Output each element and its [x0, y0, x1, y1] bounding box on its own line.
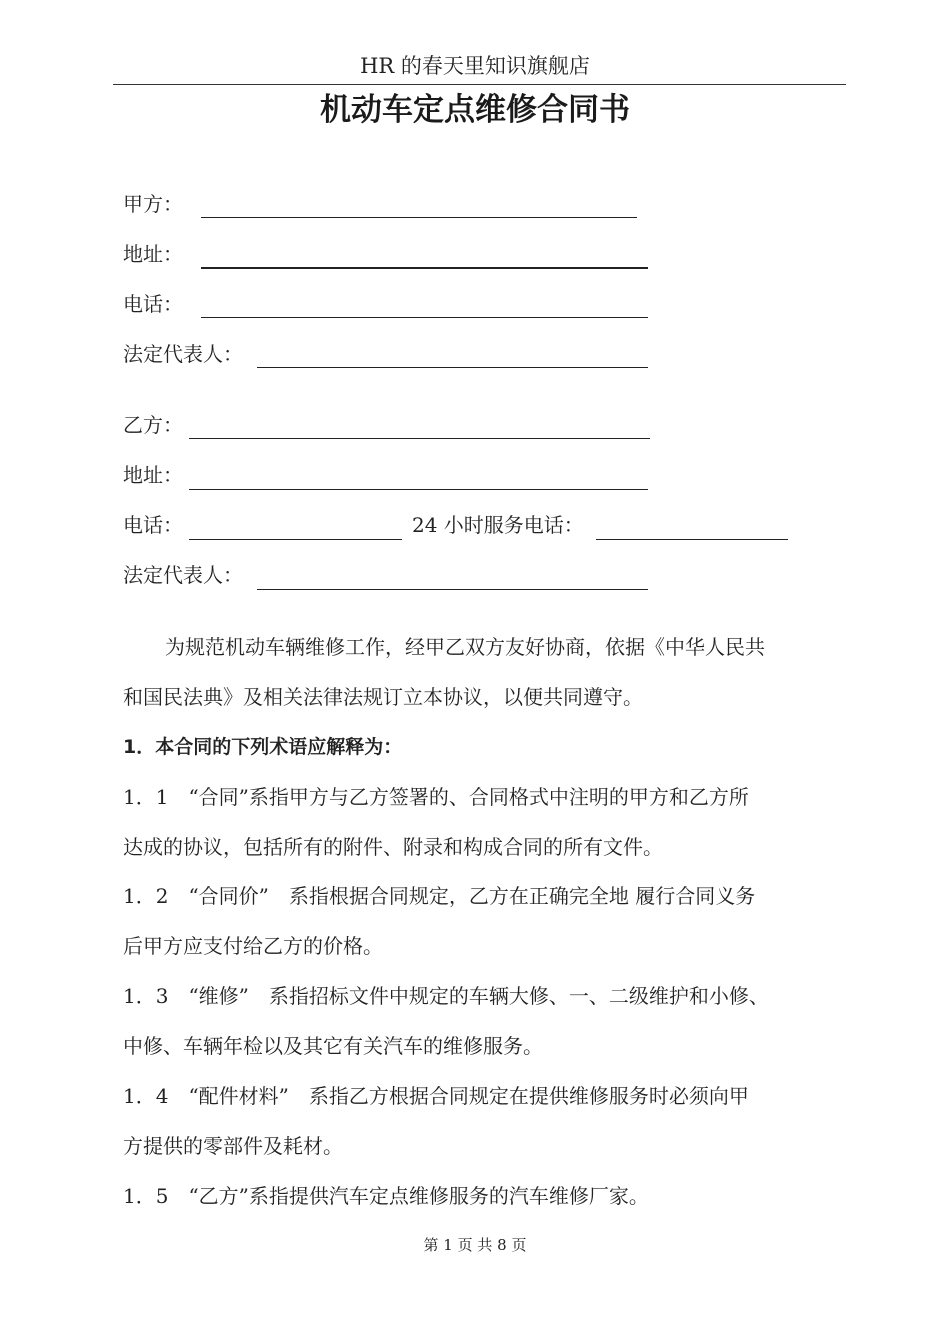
clause-1-4-line-2: 方提供的零部件及耗材。	[123, 1134, 343, 1158]
clause-1-1-line-2: 达成的协议，包括所有的附件、附录和构成合同的所有文件。	[123, 835, 663, 859]
party-b-rep-label: 法定代表人：	[123, 563, 243, 587]
party-b-service-phone-field	[412, 510, 584, 540]
clause-1-3-line-1: 1．3 “维修” 系指招标文件中规定的车辆大修、一、二级维护和小修、	[123, 984, 769, 1008]
party-a-name-label: 甲方：	[123, 192, 183, 216]
party-b-rep-line[interactable]	[257, 589, 648, 590]
intro-line-2: 和国民法典》及相关法律法规订立本协议，以便共同遵守。	[123, 685, 643, 709]
party-b-phone-label: 电话：	[123, 513, 183, 537]
party-a-address-line[interactable]	[201, 267, 648, 269]
clause-1-1-line-1: 1．1 “合同”系指甲方与乙方签署的、合同格式中注明的甲方和乙方所	[123, 785, 749, 809]
clause-1-5-line-1: 1．5 “乙方”系指提供汽车定点维修服务的汽车维修厂家。	[123, 1184, 649, 1208]
party-a-rep-field	[123, 339, 243, 369]
party-b-name-line[interactable]	[189, 438, 650, 439]
party-b-name-field	[123, 410, 183, 440]
document-title: 机动车定点维修合同书	[320, 92, 630, 128]
party-b-rep-field	[123, 560, 243, 590]
page-header: HR 的春天里知识旗舰店	[360, 54, 590, 78]
party-b-service-phone-line[interactable]	[596, 539, 788, 540]
page-number-footer: 第 1 页 共 8 页	[423, 1236, 527, 1254]
party-a-address-field	[123, 239, 183, 269]
intro-line-1: 为规范机动车辆维修工作，经甲乙双方友好协商，依据《中华人民共	[165, 635, 765, 659]
clause-1-3-line-2: 中修、车辆年检以及其它有关汽车的维修服务。	[123, 1034, 543, 1058]
clause-1-2-line-2: 后甲方应支付给乙方的价格。	[123, 934, 383, 958]
clause-1-2-line-1: 1．2 “合同价” 系指根据合同规定，乙方在正确完全地 履行合同义务	[123, 884, 756, 908]
party-b-address-field	[123, 460, 183, 490]
party-b-service-phone-label: 24 小时服务电话：	[412, 513, 584, 537]
party-b-name-label: 乙方：	[123, 413, 183, 437]
party-a-address-label: 地址：	[123, 242, 183, 266]
party-b-address-line[interactable]	[189, 489, 648, 490]
party-a-phone-line[interactable]	[201, 317, 648, 318]
party-a-phone-label: 电话：	[123, 292, 183, 316]
section-1-heading: 1．本合同的下列术语应解释为：	[123, 736, 403, 758]
party-a-name-field	[123, 189, 183, 219]
party-a-rep-label: 法定代表人：	[123, 342, 243, 366]
party-a-phone-field	[123, 289, 183, 319]
party-b-phone-line[interactable]	[189, 539, 402, 540]
clause-1-4-line-1: 1．4 “配件材料” 系指乙方根据合同规定在提供维修服务时必须向甲	[123, 1084, 749, 1108]
party-b-address-label: 地址：	[123, 463, 183, 487]
party-b-phone-field	[123, 510, 183, 540]
party-a-rep-line[interactable]	[257, 367, 648, 368]
party-a-name-line[interactable]	[201, 217, 637, 218]
